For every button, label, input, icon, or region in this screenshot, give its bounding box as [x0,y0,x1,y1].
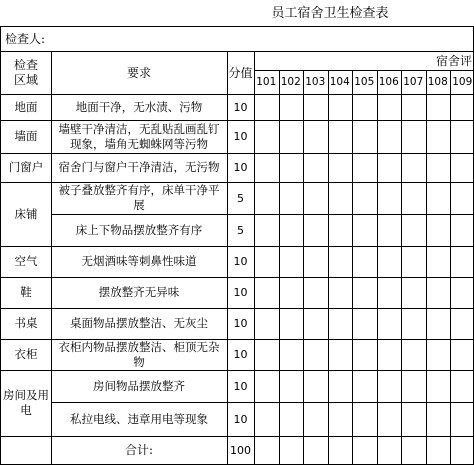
grid-line [0,436,474,437]
grid-line [227,51,228,465]
area-cell: 地面 [14,99,38,114]
requirement-cell: 被子叠放整齐有序，床单干净平展 [58,183,220,212]
grid-line [0,277,474,278]
area-cell: 衣柜 [14,347,38,361]
score-cell: 10 [233,379,248,393]
grid-line [450,70,451,465]
room-header-103: 103 [305,76,326,88]
score-cell: 10 [233,161,248,174]
room-header-105: 105 [354,76,375,88]
score-cell: 10 [233,348,248,361]
grid-line [51,402,474,403]
grid-line [0,370,474,371]
grid-line [401,70,402,465]
score-cell: 10 [233,255,248,268]
requirement-cell: 衣柜内物品摆放整洁、柜顶无杂物 [58,339,220,369]
room-header-106: 106 [378,76,399,88]
requirement-cell: 房间物品摆放整齐 [93,378,185,393]
requirement-cell: 摆放整齐无异味 [98,285,180,299]
requirement-header: 要求 [126,65,151,80]
grid-line [51,51,52,465]
grid-line [0,26,1,465]
grid-line [0,308,474,309]
score-cell: 10 [233,286,248,299]
inspector-label: 检查人: [5,31,46,46]
score-header: 分值 [228,65,253,80]
score-cell: 10 [233,100,248,114]
area-cell: 书桌 [14,316,38,330]
score-cell: 10 [233,412,248,426]
requirement-cell: 无烟酒味等刺鼻性味道 [81,254,197,268]
requirement-cell: 私拉电线、违章用电等现象 [70,411,208,426]
room-header-107: 107 [403,76,424,88]
room-header-109: 109 [452,76,473,88]
grid-line [0,339,474,340]
grid-line [254,51,255,465]
grid-line [254,70,474,71]
grid-line [0,26,474,27]
requirement-cell: 桌面物品摆放整洁、无灰尘 [70,316,208,330]
area-header-line2: 区域 [13,73,38,87]
score-cell: 5 [237,223,244,237]
total-score: 100 [230,444,251,457]
grid-line [0,153,474,154]
area-cell: 空气 [14,254,38,268]
requirement-cell: 宿舍门与窗户干净清洁，无污物 [58,160,220,174]
grid-line [0,182,474,183]
sheet-title: 员工宿舍卫生检查表 [271,5,389,21]
room-header-102: 102 [280,76,301,88]
grid-line [303,70,304,465]
requirement-cell: 墙壁干净清洁，无乱贴乱画乱钉现象，墙角无蜘蛛网等污物 [58,121,220,151]
requirement-cell: 床上下物品摆放整齐有序 [75,222,203,237]
grid-line [328,70,329,465]
area-header-line1: 检查 [13,58,38,72]
area-header [1,52,51,94]
grid-line [0,120,474,121]
area-cell: 鞋 [20,285,32,299]
grid-line [0,51,474,52]
grid-line [377,70,378,465]
grid-line [279,70,280,465]
room-header-101: 101 [256,76,277,88]
grid-line [426,70,427,465]
score-cell: 5 [237,191,244,205]
dorm-eval-header: 宿舍评 [435,53,472,68]
room-header-104: 104 [329,76,350,88]
grid-line [0,94,474,95]
area-cell: 床铺 [14,206,38,221]
area-cell: 墙面 [14,129,38,143]
total-label: 合计: [124,443,154,457]
area-cell: 门窗户 [8,160,44,174]
requirement-cell: 地面干净，无水渍、污物 [75,99,203,114]
room-header-108: 108 [427,76,448,88]
grid-line [51,214,474,215]
area-cell: 房间及用电 [3,388,49,417]
grid-line [352,70,353,465]
score-cell: 10 [233,130,248,143]
grid-line [0,246,474,247]
score-cell: 10 [233,317,248,330]
